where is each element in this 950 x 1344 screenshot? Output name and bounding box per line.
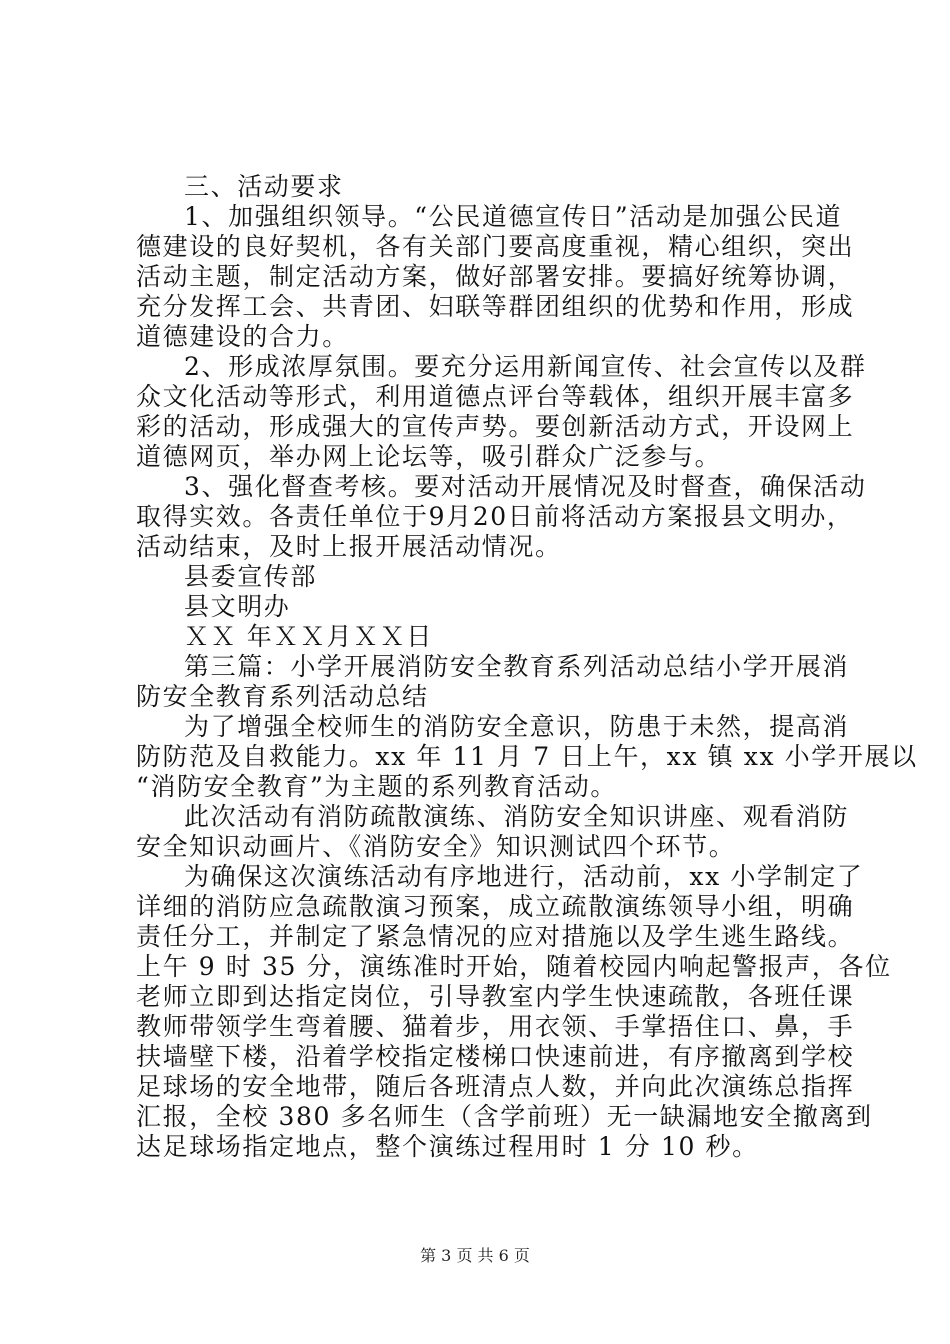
text-line: 道德网页，举办网上论坛等，吸引群众广泛参与。 bbox=[136, 442, 722, 471]
text-line: 上午 9 时 35 分，演练准时开始，随着校园内响起警报声，各位 bbox=[136, 952, 892, 981]
section-heading: 防安全教育系列活动总结 bbox=[136, 682, 429, 711]
text-line: 此次活动有消防疏散演练、消防安全知识讲座、观看消防 bbox=[184, 802, 850, 831]
document-body bbox=[136, 172, 918, 1162]
text-line: 责任分工，并制定了紧急情况的应对措施以及学生逃生路线。 bbox=[136, 922, 855, 951]
text-line: 1、加强组织领导。“公民道德宣传日”活动是加强公民道 bbox=[184, 202, 843, 231]
text-line: 扶墙壁下楼，沿着学校指定楼梯口快速前进，有序撤离到学校 bbox=[136, 1042, 855, 1071]
text-line: 彩的活动，形成强大的宣传声势。要创新活动方式，开设网上 bbox=[136, 412, 855, 441]
text-line: 安全知识动画片、《消防安全》知识测试四个环节。 bbox=[136, 832, 736, 861]
text-line: 活动结束，及时上报开展活动情况。 bbox=[136, 532, 562, 561]
text-line: 防防范及自救能力。xx 年 11 月 7 日上午，xx 镇 xx 小学开展以 bbox=[136, 742, 918, 771]
text-line: 活动主题，制定活动方案，做好部署安排。要搞好统筹协调， bbox=[136, 262, 855, 291]
section-heading: 第三篇：小学开展消防安全教育系列活动总结小学开展消 bbox=[184, 652, 850, 681]
text-line: 众文化活动等形式，利用道德点评台等载体，组织开展丰富多 bbox=[136, 382, 855, 411]
text-line: 教师带领学生弯着腰、猫着步，用衣领、手掌捂住口、鼻，手 bbox=[136, 1012, 855, 1041]
text-line: 达足球场指定地点，整个演练过程用时 1 分 10 秒。 bbox=[136, 1132, 759, 1161]
text-line: 老师立即到达指定岗位，引导教室内学生快速疏散，各班任课 bbox=[136, 982, 855, 1011]
text-line: 详细的消防应急疏散演习预案，成立疏散演练领导小组，明确 bbox=[136, 892, 855, 921]
text-line: 三、活动要求 bbox=[184, 172, 344, 201]
text-line: 充分发挥工会、共青团、妇联等群团组织的优势和作用，形成 bbox=[136, 292, 855, 321]
text-line: 2、形成浓厚氛围。要充分运用新闻宣传、社会宣传以及群 bbox=[184, 352, 867, 381]
signature-line: 县委宣传部 bbox=[184, 562, 318, 591]
text-line: 为确保这次演练活动有序地进行，活动前，xx 小学制定了 bbox=[184, 862, 864, 891]
signature-line: 县文明办 bbox=[184, 592, 291, 621]
page-number-footer: 第 3 页 共 6 页 bbox=[420, 1246, 530, 1265]
text-line: 德建设的良好契机，各有关部门要高度重视，精心组织，突出 bbox=[136, 232, 855, 261]
text-line: 道德建设的合力。 bbox=[136, 322, 349, 351]
date-line: ＸＸ 年ＸＸ月ＸＸ日 bbox=[184, 622, 433, 651]
text-line: 取得实效。各责任单位于9月20日前将活动方案报县文明办， bbox=[136, 502, 854, 531]
text-line: “消防安全教育”为主题的系列教育活动。 bbox=[136, 772, 617, 801]
text-line: 汇报，全校 380 多名师生（含学前班）无一缺漏地安全撤离到 bbox=[136, 1102, 873, 1131]
text-line: 3、强化督查考核。要对活动开展情况及时督查，确保活动 bbox=[184, 472, 867, 501]
text-line: 足球场的安全地带，随后各班清点人数，并向此次演练总指挥 bbox=[136, 1072, 855, 1101]
text-line: 为了增强全校师生的消防安全意识，防患于未然，提高消 bbox=[184, 712, 850, 741]
